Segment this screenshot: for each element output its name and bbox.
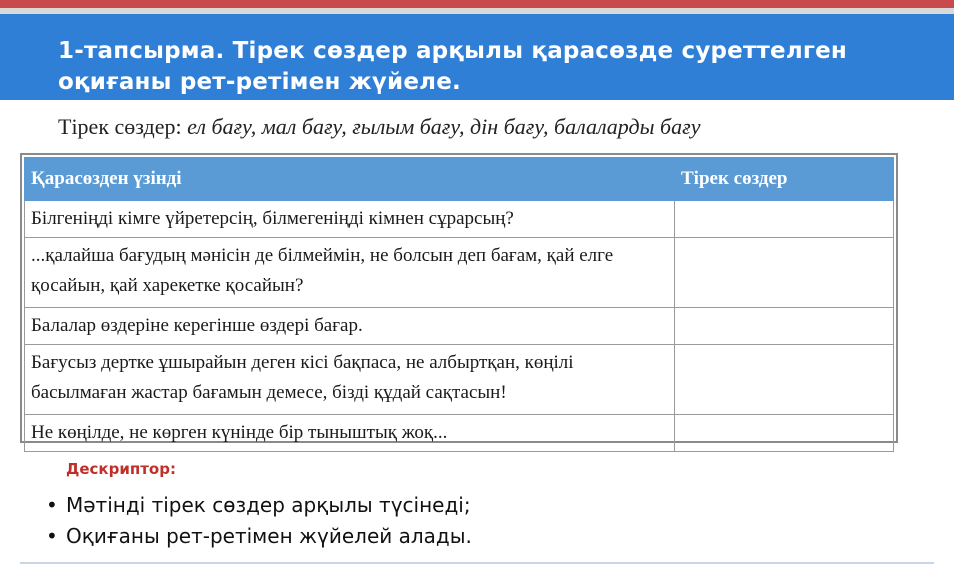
descriptor-item: Оқиғаны рет-ретімен жүйелей алады.	[66, 524, 472, 548]
table-row	[25, 308, 894, 345]
task-table	[24, 157, 894, 452]
descriptor-label: Дескриптор:	[66, 460, 176, 478]
excerpt-cell: ...қалайша бағудың мәнісін де білмеймін, не болсын деп бағам, қай елге қосайын, қай харекетке қосайын?	[25, 238, 675, 308]
keywords-line	[58, 114, 938, 140]
table-row	[25, 201, 894, 238]
task-title: 1-тапсырма. Тірек сөздер арқылы қарасөзде суреттелген оқиғаны рет-ретімен жүйеле.	[58, 38, 847, 95]
table-row	[25, 345, 894, 415]
table-row	[25, 415, 894, 452]
excerpt-cell: Не көңілде, не көрген күнінде бір тыныштық жоқ...	[25, 415, 675, 452]
list-item	[46, 521, 472, 552]
title-banner	[0, 14, 954, 100]
excerpt-cell: Білгеніңді кімге үйретерсің, білмегеніңді кімнен сұрарсың?	[25, 201, 675, 238]
table-row	[25, 238, 894, 308]
bottom-divider	[20, 562, 934, 564]
bullet-icon: •	[46, 493, 58, 517]
keyword-cell[interactable]	[675, 238, 894, 308]
keyword-cell[interactable]	[675, 201, 894, 238]
descriptor-item: Мәтінді тірек сөздер арқылы түсінеді;	[66, 493, 471, 517]
keyword-cell[interactable]	[675, 308, 894, 345]
header-keywords: Тірек сөздер	[675, 158, 894, 201]
bullet-icon: •	[46, 524, 58, 548]
table-header-row	[25, 158, 894, 201]
excerpt-cell: Балалар өздеріне керегінше өздері бағар.	[25, 308, 675, 345]
keywords-list: ел бағу, мал бағу, ғылым бағу, дін бағу, балаларды бағу	[187, 114, 701, 139]
header-excerpt: Қарасөзден үзінді	[25, 158, 675, 201]
keyword-cell[interactable]	[675, 415, 894, 452]
task-table-frame	[20, 153, 898, 443]
keyword-cell[interactable]	[675, 345, 894, 415]
excerpt-cell: Бағусыз дертке ұшырайын деген кісі бақпаса, не албыртқан, көңілі басылмаған жастар бағамын демесе, бізді құдай сақтасын!	[25, 345, 675, 415]
descriptor-list	[46, 490, 472, 552]
top-accent-stripe	[0, 0, 954, 8]
list-item	[46, 490, 472, 521]
keywords-label: Тірек сөздер:	[58, 114, 182, 139]
